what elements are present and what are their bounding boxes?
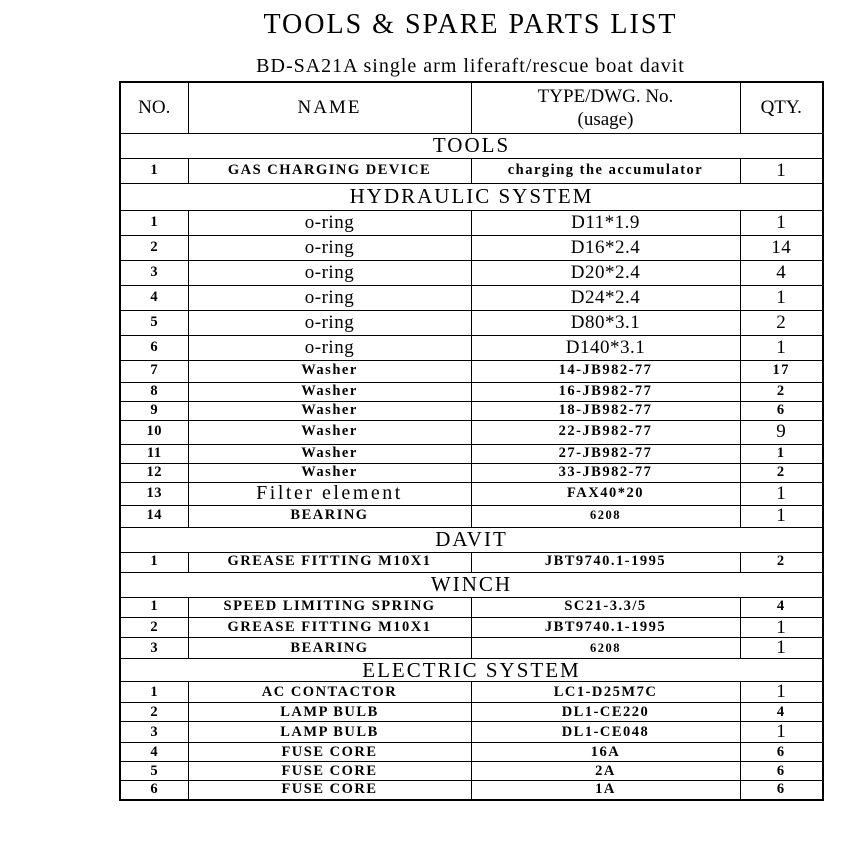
cell-no: 5 — [120, 762, 188, 781]
cell-name: FUSE CORE — [188, 762, 471, 781]
spare-parts-table — [119, 81, 824, 801]
cell-name: o-ring — [188, 210, 471, 235]
cell-name: SPEED LIMITING SPRING — [188, 597, 471, 617]
cell-no: 1 — [120, 682, 188, 703]
cell-name: Washer — [188, 444, 471, 463]
cell-qty: 1 — [740, 682, 823, 703]
table-row — [120, 401, 823, 420]
cell-no: 2 — [120, 703, 188, 722]
cell-no: 10 — [120, 420, 188, 444]
cell-no: 5 — [120, 310, 188, 335]
page-subtitle: BD-SA21A single arm liferaft/rescue boat davit — [256, 55, 685, 77]
table-row — [120, 444, 823, 463]
cell-no: 14 — [120, 505, 188, 527]
document-content — [119, 0, 822, 801]
cell-type: 2A — [471, 762, 740, 781]
cell-type: FAX40*20 — [471, 482, 740, 505]
section-title: ELECTRIC SYSTEM — [120, 659, 823, 682]
cell-type: JBT9740.1-1995 — [471, 552, 740, 572]
table-row — [120, 743, 823, 762]
section-title: TOOLS — [120, 133, 823, 158]
cell-type: D140*3.1 — [471, 335, 740, 360]
cell-name: GAS CHARGING DEVICE — [188, 158, 471, 183]
table-row — [120, 420, 823, 444]
cell-no: 1 — [120, 210, 188, 235]
cell-type: 14-JB982-77 — [471, 360, 740, 382]
table-row — [120, 762, 823, 781]
cell-qty: 14 — [740, 235, 823, 260]
cell-no: 7 — [120, 360, 188, 382]
cell-type: 1A — [471, 781, 740, 800]
cell-type: 33-JB982-77 — [471, 463, 740, 482]
table-row — [120, 722, 823, 743]
cell-qty: 1 — [740, 482, 823, 505]
cell-no: 1 — [120, 597, 188, 617]
table-row — [120, 505, 823, 527]
cell-qty: 17 — [740, 360, 823, 382]
cell-type: LC1-D25M7C — [471, 682, 740, 703]
col-header-name: NAME — [188, 82, 471, 133]
table-row — [120, 235, 823, 260]
cell-no: 1 — [120, 552, 188, 572]
cell-qty: 1 — [740, 285, 823, 310]
cell-type: D11*1.9 — [471, 210, 740, 235]
section-title: WINCH — [120, 572, 823, 597]
cell-name: Washer — [188, 420, 471, 444]
cell-qty: 4 — [740, 260, 823, 285]
table-row — [120, 552, 823, 572]
cell-type: SC21-3.3/5 — [471, 597, 740, 617]
cell-name: Filter element — [188, 482, 471, 505]
col-header-type — [471, 82, 740, 133]
section-title: HYDRAULIC SYSTEM — [120, 183, 823, 210]
cell-type: D16*2.4 — [471, 235, 740, 260]
section-header-row — [120, 572, 823, 597]
cell-no: 12 — [120, 463, 188, 482]
section-header-row — [120, 183, 823, 210]
cell-type: 6208 — [471, 638, 740, 659]
section-header-row — [120, 527, 823, 552]
cell-no: 1 — [120, 158, 188, 183]
table-row — [120, 335, 823, 360]
table-row — [120, 310, 823, 335]
page-title: TOOLS & SPARE PARTS LIST — [263, 9, 678, 40]
table-header-row — [120, 82, 823, 133]
table-row — [120, 158, 823, 183]
cell-qty: 1 — [740, 505, 823, 527]
cell-type: D24*2.4 — [471, 285, 740, 310]
table-row — [120, 210, 823, 235]
table-row — [120, 260, 823, 285]
cell-qty: 1 — [740, 335, 823, 360]
table-row — [120, 781, 823, 800]
cell-qty: 1 — [740, 638, 823, 659]
cell-name: BEARING — [188, 505, 471, 527]
cell-name: FUSE CORE — [188, 743, 471, 762]
table-row — [120, 638, 823, 659]
cell-qty: 2 — [740, 463, 823, 482]
cell-no: 2 — [120, 235, 188, 260]
cell-type: D20*2.4 — [471, 260, 740, 285]
cell-qty: 2 — [740, 310, 823, 335]
cell-type: JBT9740.1-1995 — [471, 617, 740, 638]
cell-qty: 2 — [740, 382, 823, 401]
cell-no: 13 — [120, 482, 188, 505]
section-header-row — [120, 133, 823, 158]
cell-qty: 2 — [740, 552, 823, 572]
cell-no: 4 — [120, 285, 188, 310]
table-row — [120, 382, 823, 401]
cell-qty: 6 — [740, 401, 823, 420]
cell-qty: 6 — [740, 743, 823, 762]
table-row — [120, 597, 823, 617]
cell-qty: 1 — [740, 722, 823, 743]
table-row — [120, 682, 823, 703]
cell-no: 2 — [120, 617, 188, 638]
cell-type: charging the accumulator — [471, 158, 740, 183]
cell-no: 3 — [120, 722, 188, 743]
cell-type: 18-JB982-77 — [471, 401, 740, 420]
table-row — [120, 482, 823, 505]
col-header-no: NO. — [120, 82, 188, 133]
cell-qty: 1 — [740, 444, 823, 463]
cell-no: 8 — [120, 382, 188, 401]
cell-no: 11 — [120, 444, 188, 463]
cell-name: o-ring — [188, 310, 471, 335]
cell-name: LAMP BULB — [188, 703, 471, 722]
col-header-type-line1: TYPE/DWG. No. — [537, 85, 674, 107]
cell-name: o-ring — [188, 335, 471, 360]
cell-qty: 4 — [740, 703, 823, 722]
cell-type: 16A — [471, 743, 740, 762]
cell-name: o-ring — [188, 285, 471, 310]
table-row — [120, 463, 823, 482]
cell-qty: 1 — [740, 617, 823, 638]
cell-name: AC CONTACTOR — [188, 682, 471, 703]
table-row — [120, 285, 823, 310]
cell-no: 3 — [120, 638, 188, 659]
table-row — [120, 703, 823, 722]
cell-type: DL1-CE048 — [471, 722, 740, 743]
cell-type: 16-JB982-77 — [471, 382, 740, 401]
cell-type: D80*3.1 — [471, 310, 740, 335]
cell-name: o-ring — [188, 260, 471, 285]
cell-name: Washer — [188, 401, 471, 420]
cell-type: 27-JB982-77 — [471, 444, 740, 463]
cell-type: 22-JB982-77 — [471, 420, 740, 444]
col-header-type-line2: (usage) — [577, 108, 634, 130]
cell-name: Washer — [188, 463, 471, 482]
cell-name: LAMP BULB — [188, 722, 471, 743]
cell-no: 6 — [120, 781, 188, 800]
cell-qty: 6 — [740, 762, 823, 781]
cell-no: 3 — [120, 260, 188, 285]
table-row — [120, 360, 823, 382]
col-header-qty: QTY. — [740, 82, 823, 133]
cell-type: 6208 — [471, 505, 740, 527]
cell-no: 9 — [120, 401, 188, 420]
cell-name: GREASE FITTING M10X1 — [188, 552, 471, 572]
cell-name: GREASE FITTING M10X1 — [188, 617, 471, 638]
cell-qty: 1 — [740, 210, 823, 235]
cell-name: Washer — [188, 360, 471, 382]
cell-qty: 4 — [740, 597, 823, 617]
table-row — [120, 617, 823, 638]
cell-no: 4 — [120, 743, 188, 762]
cell-name: FUSE CORE — [188, 781, 471, 800]
cell-no: 6 — [120, 335, 188, 360]
cell-qty: 1 — [740, 158, 823, 183]
cell-name: BEARING — [188, 638, 471, 659]
cell-name: o-ring — [188, 235, 471, 260]
cell-type: DL1-CE220 — [471, 703, 740, 722]
cell-qty: 6 — [740, 781, 823, 800]
section-header-row — [120, 659, 823, 682]
cell-qty: 9 — [740, 420, 823, 444]
cell-name: Washer — [188, 382, 471, 401]
section-title: DAVIT — [120, 527, 823, 552]
